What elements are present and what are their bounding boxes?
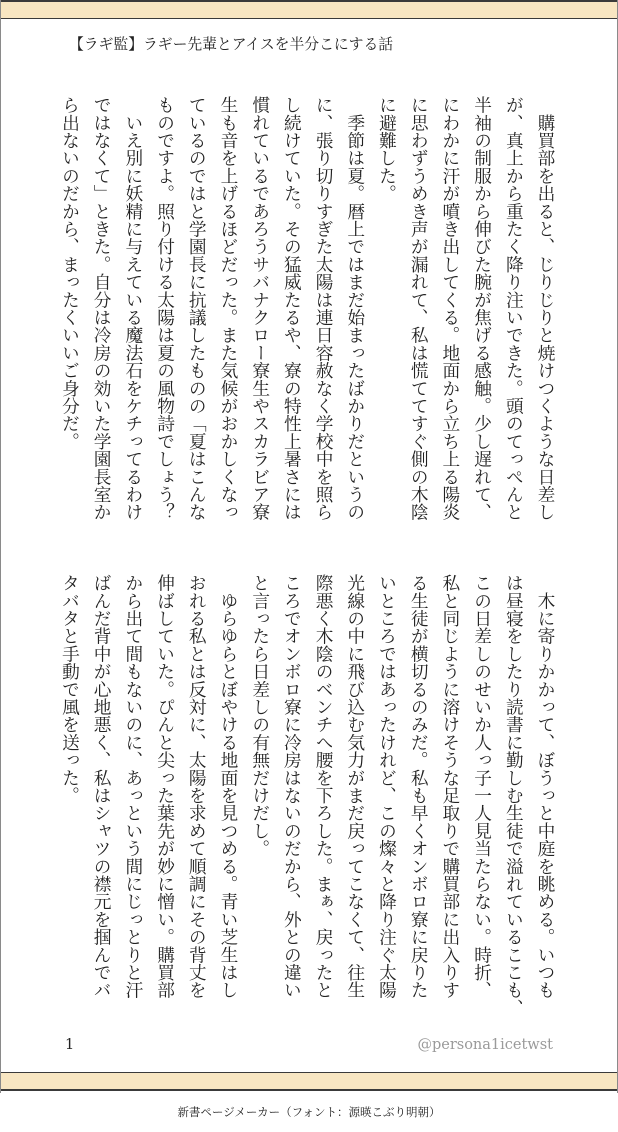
- text-column: 木に寄りかかって、ぼうっと中庭を眺める。いつも: [535, 574, 555, 999]
- page-number: 1: [65, 1037, 75, 1053]
- upper-text-block: [53, 96, 560, 521]
- text-column: が、真上から重たく降り注いできた。頭のてっぺんと: [503, 96, 524, 521]
- text-column: から出て間もないのに、あっという間にじっとりと汗: [122, 574, 143, 999]
- text-column: 購買部を出ると、じりじりと焼けつくような日差し: [535, 96, 555, 521]
- text-column: ているのではと学園長に抗議したものの「夏はこんな: [186, 96, 207, 521]
- text-column: おれる私とは反対に、太陽を求めて順調にその背丈を: [186, 574, 207, 999]
- text-column: し続けていた。その猛威たるや、寮の特性上暑さには: [281, 96, 302, 521]
- text-column: ころでオンボロ寮に冷房はないのだから、外との違い: [281, 574, 302, 999]
- text-column: 慣れているであろうサバナクロー寮生やスカラビア寮: [249, 96, 270, 521]
- text-column: 伸ばしていた。ぴんと尖った葉先が妙に憎い。購買部: [154, 574, 175, 999]
- text-column: ばんだ背中が心地悪く、私はシャツの襟元を掴んでバ: [91, 574, 112, 999]
- text-column: にわかに汗が噴き出してくる。地面から立ち上る陽炎: [439, 96, 460, 521]
- text-column: タバタと手動で風を送った。: [59, 574, 80, 805]
- bottom-band: [1, 1072, 617, 1091]
- text-column: 際悪く木陰のベンチへ腰を下ろした。まぁ、戻ったと: [313, 574, 334, 999]
- text-column: ゆらゆらとぼやける地面を見つめる。青い芝生はし: [217, 574, 238, 999]
- page-title: 【ラギ監】ラギー先輩とアイスを半分こにする話: [69, 36, 394, 53]
- top-band: [1, 0, 617, 19]
- lower-text-block: [53, 574, 560, 1017]
- text-column: いところではあったけれど、この燦々と降り注ぐ太陽: [376, 574, 397, 999]
- text-column: 季節は夏。暦上ではまだ始まったばかりだというの: [344, 96, 365, 521]
- text-column: る生徒が横切るのみだ。私も早くオンボロ寮に戻りた: [408, 574, 429, 999]
- text-column: と言ったら日差しの有無だけだし。: [249, 574, 270, 858]
- text-column: 半袖の制服から伸びた腕が焦げる感触。少し遅れて、: [471, 96, 492, 521]
- author-handle: @persona1icetwst: [417, 1037, 553, 1053]
- text-column: 生も音を上げるほどだった。また気候がおかしくなっ: [217, 96, 238, 521]
- text-column: ものですよ。照り付ける太陽は夏の風物詩でしょう？: [154, 96, 175, 521]
- text-column: 私と同じように溶けそうな足取りで購買部に出入りす: [439, 574, 460, 999]
- text-column: この日差しのせいか人っ子一人見当たらない。時折、: [471, 574, 492, 999]
- text-column: いえ別に妖精に与えている魔法石をケチってるわけ: [122, 96, 143, 521]
- text-column: ではなくて」ときた。自分は冷房の効いた学園長室か: [91, 96, 112, 521]
- text-column: は昼寝をしたり読書に勤しむ生徒で溢れているここも、: [503, 574, 524, 1017]
- text-column: 光線の中に飛び込む気力がまだ戻ってこなくて、往生: [344, 574, 365, 999]
- text-column: ら出ないのだから、まったくいいご身分だ。: [59, 96, 80, 450]
- text-column: に避難した。: [376, 96, 397, 203]
- generator-credit: 新書ページメーカー（フォント：源暎こぶり明朝）: [177, 1105, 441, 1119]
- text-column: に、張り切りすぎた太陽は連日容赦なく学校中を照ら: [313, 96, 334, 521]
- text-column: に思わずうめき声が漏れて、私は慌ててすぐ側の木陰: [408, 96, 429, 521]
